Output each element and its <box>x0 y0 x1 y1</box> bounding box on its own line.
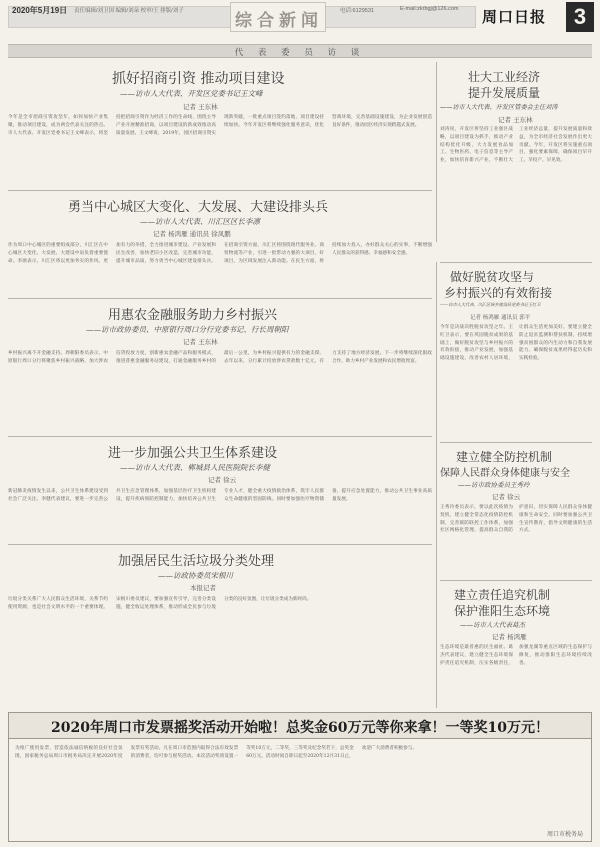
article-title: 壮大工业经济 <box>468 70 541 84</box>
article-waste-sorting <box>8 548 432 708</box>
section-divider <box>8 190 432 191</box>
article-byline: 记者 徐云 <box>492 493 521 501</box>
article-public-health <box>8 440 432 540</box>
article-title: 抓好招商引资 推动项目建设 <box>112 71 285 87</box>
article-byline: 本报记者 <box>190 584 216 592</box>
ad-header <box>9 713 591 739</box>
article-subtitle: ——访政协委员宋根川 <box>158 571 233 580</box>
article-subtitle: ——访市人大代表、川汇区区长李凛 <box>140 217 260 226</box>
section-divider <box>440 580 592 581</box>
article-epidemic-control <box>440 446 592 576</box>
article-title: 建立责任追究机制 <box>454 588 551 602</box>
article-subtitle: ——访市政协委员、中原银行周口分行党委书记、行长周朝阳 <box>86 325 289 334</box>
article-subtitle: ——访市人大代表、郸城县人民医院院长李健 <box>120 463 270 472</box>
article-byline: 记者 杨鸿雁 通讯员 徐凤鹏 <box>153 230 231 238</box>
article-title: 用惠农金融服务助力乡村振兴 <box>108 308 278 323</box>
article-title-line2: 提升发展质量 <box>468 86 541 100</box>
column-divider <box>436 62 437 242</box>
article-body: 生态环境是最普惠的民生福祉。葛杰代表建议，建立健全生态环境保护责任追究机制，压实各级责任，加强龙湖等重点区域的生态保护与修复，推动淮阳生态环境持续改善。 <box>440 645 592 666</box>
article-body: 王秀玲委员表示，要以此次疫情为契机，建立健全常态化疫情防控机制，完善联防联控工作体系，加强社区网格化管理，提高群众自我防护意识，切实保障人民群众身体健康和生命安全。同时要加强公共卫生宣传教育，倡导文明健康的生活方式。 <box>440 505 592 534</box>
column-band-label: 代 表 委 员 访 谈 <box>234 48 366 58</box>
article-rural-finance <box>8 302 432 432</box>
article-title: 做好脱贫攻坚与 <box>450 270 535 284</box>
article-title-line2: 保护淮阳生态环境 <box>454 604 551 618</box>
article-ecology <box>440 584 592 708</box>
article-body: 作为周口中心城区的重要组成部分，川汇区在中心城区大变化、大发展、大建设中肩负着重要使命。李凛表示，川汇区将以更加务实的作风、更加有力的举措，全力推进城市建设、产业发展和民生改善，加快老旧小区改造，完善城市功能，提升城市品质，努力勇当中心城区建设排头兵。在招商引资方面，川汇区将围绕现代服务业、商贸物流等产业，引进一批带动力强的大项目、好项目，为区域发展注入新动能。在民生方面，将持续加大投入，办好群众关心的实事，不断增强人民群众的获得感、幸福感和安全感。 <box>8 243 432 264</box>
article-byline: 记者 王东林 <box>183 338 218 346</box>
invoice-lottery-ad <box>8 712 592 842</box>
article-title: 建立健全防控机制 <box>456 450 553 464</box>
newspaper-name: 周口日报 <box>482 8 547 26</box>
article-subtitle: ——访市人大代表葛杰 <box>460 621 525 629</box>
article-subtitle: ——访市政协委员王秀玲 <box>458 481 530 489</box>
article-title: 进一步加强公共卫生体系建设 <box>108 446 278 461</box>
article-body: 刘涛说，开发区将坚持工业强区战略，以项目建设为抓手，推动产业结构优化升级，大力发展食品加工、生物医药、电子信息等主导产业，加快培育新兴产业，不断壮大工业经济总量，提升发展质量和效益，为全市经济社会发展作出更大贡献。今年，开发区将实施重点项目，强化要素保障，确保项目早开工、早投产、早见效。 <box>440 127 592 164</box>
article-title-line2: 乡村振兴的有效衔接 <box>444 286 553 300</box>
section-title-box <box>230 2 326 32</box>
article-body: 今年是决战决胜脱贫攻坚之年。王红卫表示，要在巩固脱贫成果的基础上，做好脱贫攻坚与乡村振兴的有效衔接，推动产业发展，加强基础设施建设，改善农村人居环境，让群众生活更加美好。要建立健全防止返贫监测和帮扶机制，持续增强贫困群众的内生动力和自我发展能力，确保脱贫成果经得起历史和实践检验。 <box>440 325 592 362</box>
section-divider <box>8 544 432 545</box>
page-number: 3 <box>566 2 594 32</box>
article-title-line2: 保障人民群众身体健康与安全 <box>440 468 570 479</box>
article-industry <box>440 62 592 262</box>
section-divider <box>8 298 432 299</box>
article-body: 乡村振兴离不开金融支持。周朝阳委员表示，中原银行周口分行将聚焦乡村振兴战略，加大涉农信贷投放力度，创新惠农金融产品和服务模式，推进普惠金融服务站建设，打通金融服务乡村的最后一公里，为乡村振兴提供有力的金融支撑。去年以来，分行累计投放涉农贷款数十亿元，有力支持了地方经济发展。下一步将继续深化银政合作，助力乡村产业发展和农民增收致富。 <box>8 351 432 364</box>
article-central-city <box>8 194 432 294</box>
column-divider <box>436 262 437 708</box>
article-subtitle: ——访市人大代表、川汇区城乡建设局党委书记王红卫 <box>440 302 541 307</box>
article-byline: 记者 杨鸿雁 <box>492 633 527 641</box>
article-body: 今年是全市招商引资攻坚年，如何加快产业集聚，推动项目建设，成为两会代表关注的热点。市人大代表、开发区党委书记王文峰表示，将坚持把招商引资作为经济工作的生命线，围绕主导产业开展精准招商，以项目建设的新成效推动高质量发展。王文峰说，2019年，园区招商引资实现新突破，一批重点项目签约落地，项目建设持续加快。今年开发区将继续强化服务意识，优化营商环境，完善基础设施建设，为企业发展创造良好条件，推动园区经济实现跨越式发展。 <box>8 115 432 136</box>
article-subtitle: ——访市人大代表、开发区管委会主任刘涛 <box>440 104 558 111</box>
article-poverty <box>440 266 592 438</box>
section-divider <box>8 436 432 437</box>
contact-email: E-mail:zkrbgj@126.com <box>400 6 459 12</box>
article-byline: 记者 杨鸿雁 通讯员 郭平 <box>470 315 531 321</box>
ad-footer: 周口市税务局 <box>546 831 583 838</box>
article-title: 加强居民生活垃圾分类处理 <box>118 554 275 569</box>
article-byline: 记者 徐云 <box>208 476 237 484</box>
article-investment <box>8 62 432 186</box>
article-byline: 记者 王东林 <box>183 103 218 111</box>
editors-line: 责任编辑/刘卫国 编辑/刘朵 校审/王 排版/刘子 <box>74 8 184 14</box>
article-body: 新冠肺炎疫情发生以来，公共卫生体系建设受到社会广泛关注。李健代表建议，要进一步完善公共卫生应急管理体系，加强基层医疗卫生机构建设，提升疾病预防控制能力，加快培养公共卫生专业人才，健全重大疫情救治体系，筑牢人民群众生命健康的坚固防线。同时要加强医疗物资储备，提升应急处置能力，推动公共卫生事业高质量发展。 <box>8 489 432 502</box>
page-header <box>0 0 600 40</box>
column-band <box>8 44 592 58</box>
article-byline: 记者 王东林 <box>498 116 533 124</box>
ad-title: 2020年周口市发票摇奖活动开始啦！总奖金60万元等你来拿！一等奖10万元！ <box>51 720 549 736</box>
article-title: 勇当中心城区大变化、大发展、大建设排头兵 <box>68 200 329 215</box>
section-title: 综合新闻 <box>235 11 323 31</box>
issue-date: 2020年5月19日 <box>12 6 68 15</box>
section-divider <box>440 442 592 443</box>
phone-code: 电话:6129531 <box>340 8 374 14</box>
article-body: 垃圾分类关系广大人民群众生活环境，关系节约使用资源，也是社会文明水平的一个重要体现。宋根川委员建议，要加强宣传引导，完善分类设施，健全收运处理体系，推动形成全民参与垃圾分类的良好氛围，让垃圾分类成为新时尚。 <box>8 597 312 610</box>
ad-body: 为推广使用发票，营造依法诚信纳税的良好社会氛围，国家税务总局周口市税务局决定开展2020年度发票有奖活动。凡在周口市范围内取得合法有效发票的消费者，均可参与摇奖活动。本次活动奖项设置一等奖10万元，二等奖、三等奖及纪念奖若干，总奖金60万元。活动时间自即日起至2020年12月31日止，欢迎广大消费者积极参与。 <box>15 746 417 759</box>
section-divider <box>440 262 592 263</box>
article-subtitle: ——访市人大代表、开发区党委书记王文峰 <box>120 89 263 98</box>
